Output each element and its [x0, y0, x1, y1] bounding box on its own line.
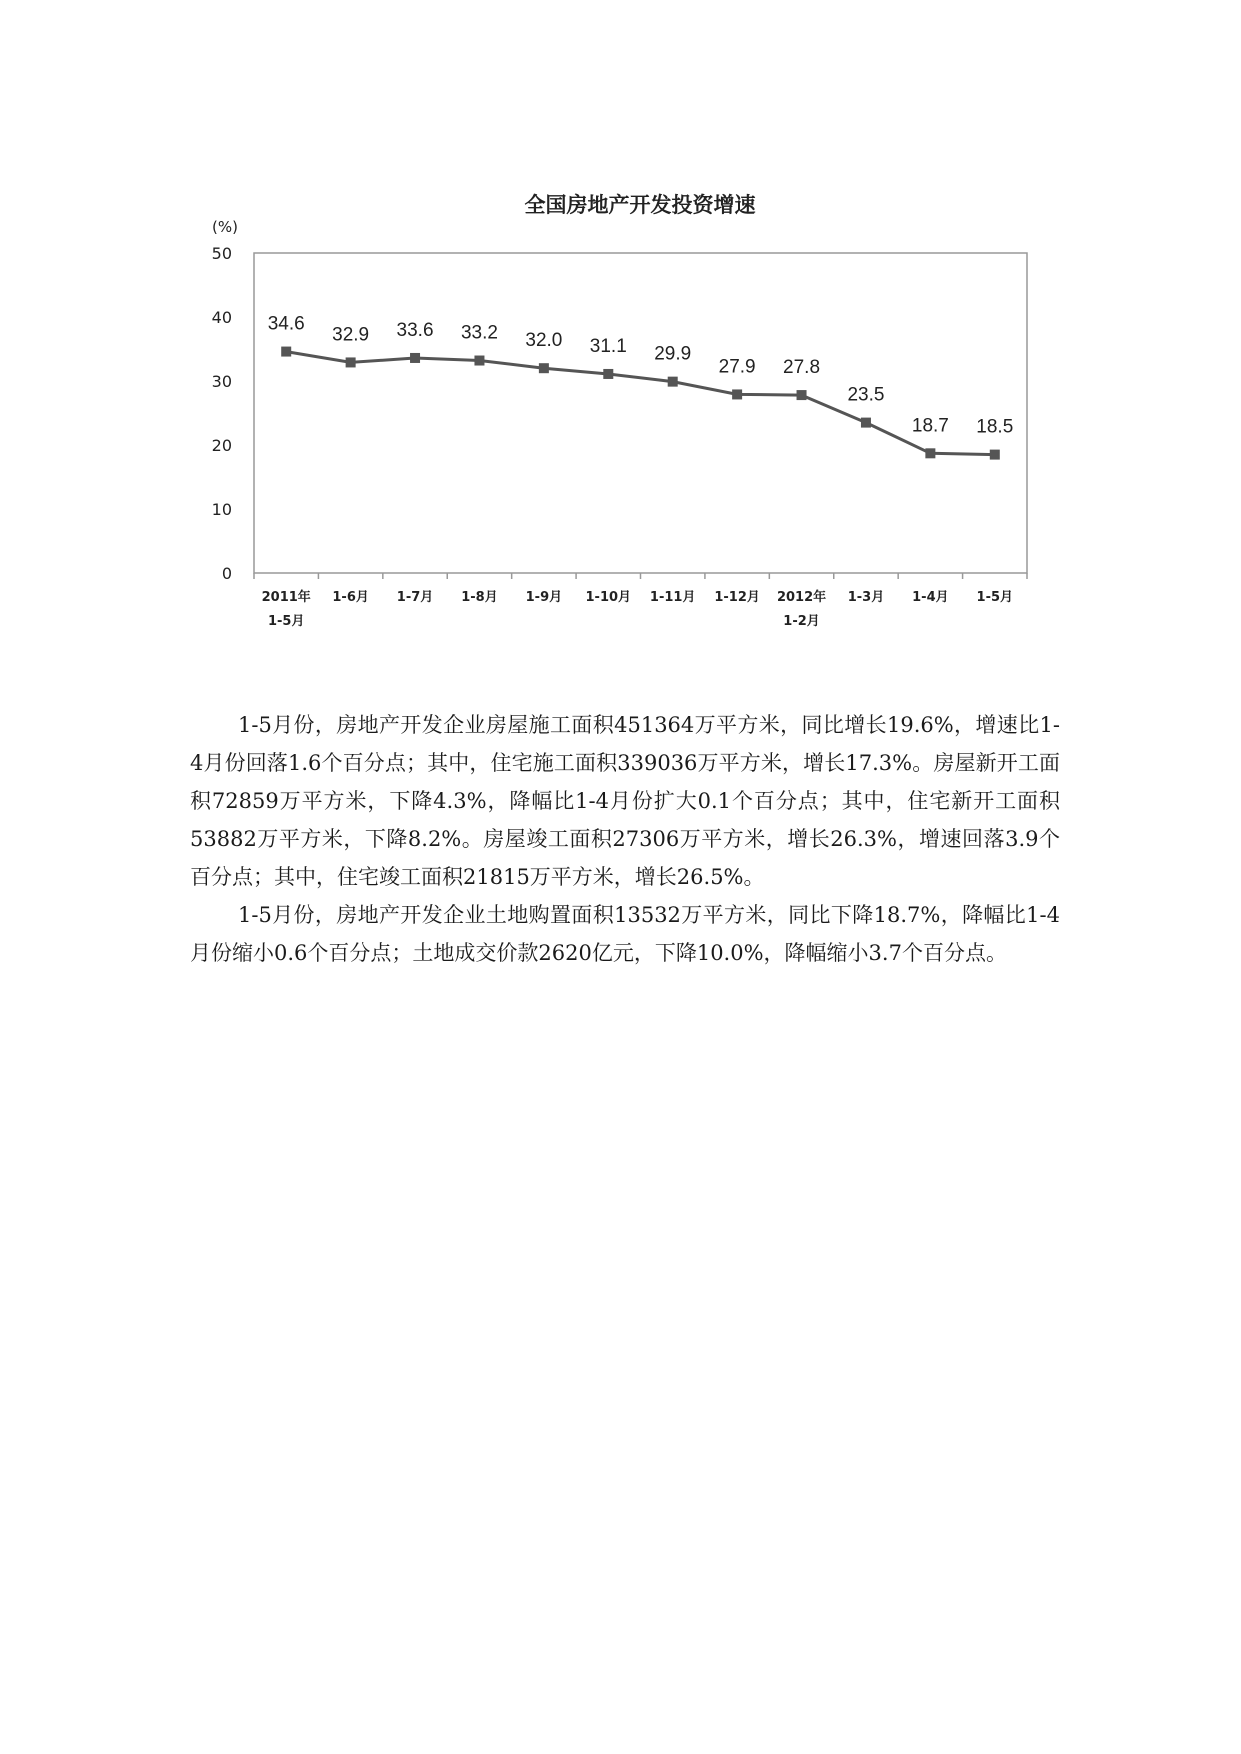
x-tick-label: 2012年 [776, 590, 827, 605]
investment-growth-chart [0, 0, 1241, 680]
body-text [190, 706, 1060, 972]
data-point-marker [539, 363, 549, 373]
data-label: 33.6 [396, 319, 434, 341]
data-labels [268, 314, 1014, 438]
x-tick-label: 1-7月 [396, 590, 434, 605]
data-point-marker [474, 356, 484, 366]
series-line [286, 352, 995, 455]
data-point-marker [990, 450, 1000, 460]
x-tick-label: 1-8月 [461, 590, 498, 605]
data-label: 34.6 [267, 313, 305, 335]
x-tick-label: 1-5月 [267, 614, 305, 629]
data-point-marker [925, 448, 935, 458]
x-axis-ticks [254, 573, 1027, 629]
x-tick-label: 1-3月 [847, 590, 885, 605]
plot-area-frame [254, 253, 1027, 573]
data-label: 29.9 [654, 343, 692, 365]
data-label: 18.5 [976, 416, 1014, 438]
y-axis-ticks [212, 244, 232, 583]
y-tick-label: 50 [211, 244, 232, 263]
data-label: 33.2 [460, 322, 498, 344]
data-point-marker [603, 369, 613, 379]
series-markers [281, 347, 1000, 460]
data-point-marker [732, 389, 742, 399]
x-tick-label: 2011年 [261, 590, 311, 605]
data-point-marker [281, 347, 291, 357]
data-point-marker [668, 377, 678, 387]
data-label: 23.5 [847, 384, 885, 406]
x-tick-label: 1-10月 [585, 590, 632, 605]
x-tick-label: 1-11月 [649, 590, 696, 605]
y-axis-unit-label: (%) [212, 218, 238, 236]
y-tick-label: 30 [211, 372, 232, 391]
data-label: 18.7 [911, 415, 949, 437]
data-label: 31.1 [589, 335, 627, 357]
data-point-marker [410, 353, 420, 363]
data-label: 32.0 [525, 330, 563, 352]
x-tick-label: 1-9月 [525, 590, 563, 605]
x-tick-label: 1-4月 [912, 590, 949, 605]
data-label: 27.8 [783, 357, 821, 379]
chart-title: 全国房地产开发投资增速 [524, 193, 756, 217]
y-tick-label: 0 [221, 564, 232, 583]
y-tick-label: 20 [211, 436, 232, 455]
paragraph-construction-area: 1-5月份，房地产开发企业房屋施工面积451364万平方米，同比增长19.6%，增速比1-4月份回落1.6个百分点；其中，住宅施工面积339036万平方米，增长17.3%。房屋新开工面积72859万平方米，下降4.3%，降幅比1-4月份扩大0.1个百分点；其中，住宅新开工面积53882万平方米，下降8.2%。房屋竣工面积27306万平方米，增长26.3%，增速回落3.9个百分点；其中，住宅竣工面积21815万平方米，增长26.5%。 [190, 713, 1060, 889]
data-point-marker [861, 418, 871, 428]
data-point-marker [346, 357, 356, 367]
data-label: 32.9 [332, 324, 370, 346]
data-label: 27.9 [718, 356, 756, 378]
y-tick-label: 40 [211, 308, 232, 327]
x-tick-label: 1-12月 [714, 590, 760, 605]
data-point-marker [797, 390, 807, 400]
x-tick-label: 1-2月 [783, 614, 820, 629]
paragraph-land-purchase: 1-5月份，房地产开发企业土地购置面积13532万平方米，同比下降18.7%，降幅比1-4月份缩小0.6个百分点；土地成交价款2620亿元，下降10.0%，降幅缩小3.7个百分点。 [190, 903, 1060, 965]
x-tick-label: 1-5月 [976, 590, 1014, 605]
x-tick-label: 1-6月 [332, 590, 369, 605]
y-tick-label: 10 [211, 500, 232, 519]
